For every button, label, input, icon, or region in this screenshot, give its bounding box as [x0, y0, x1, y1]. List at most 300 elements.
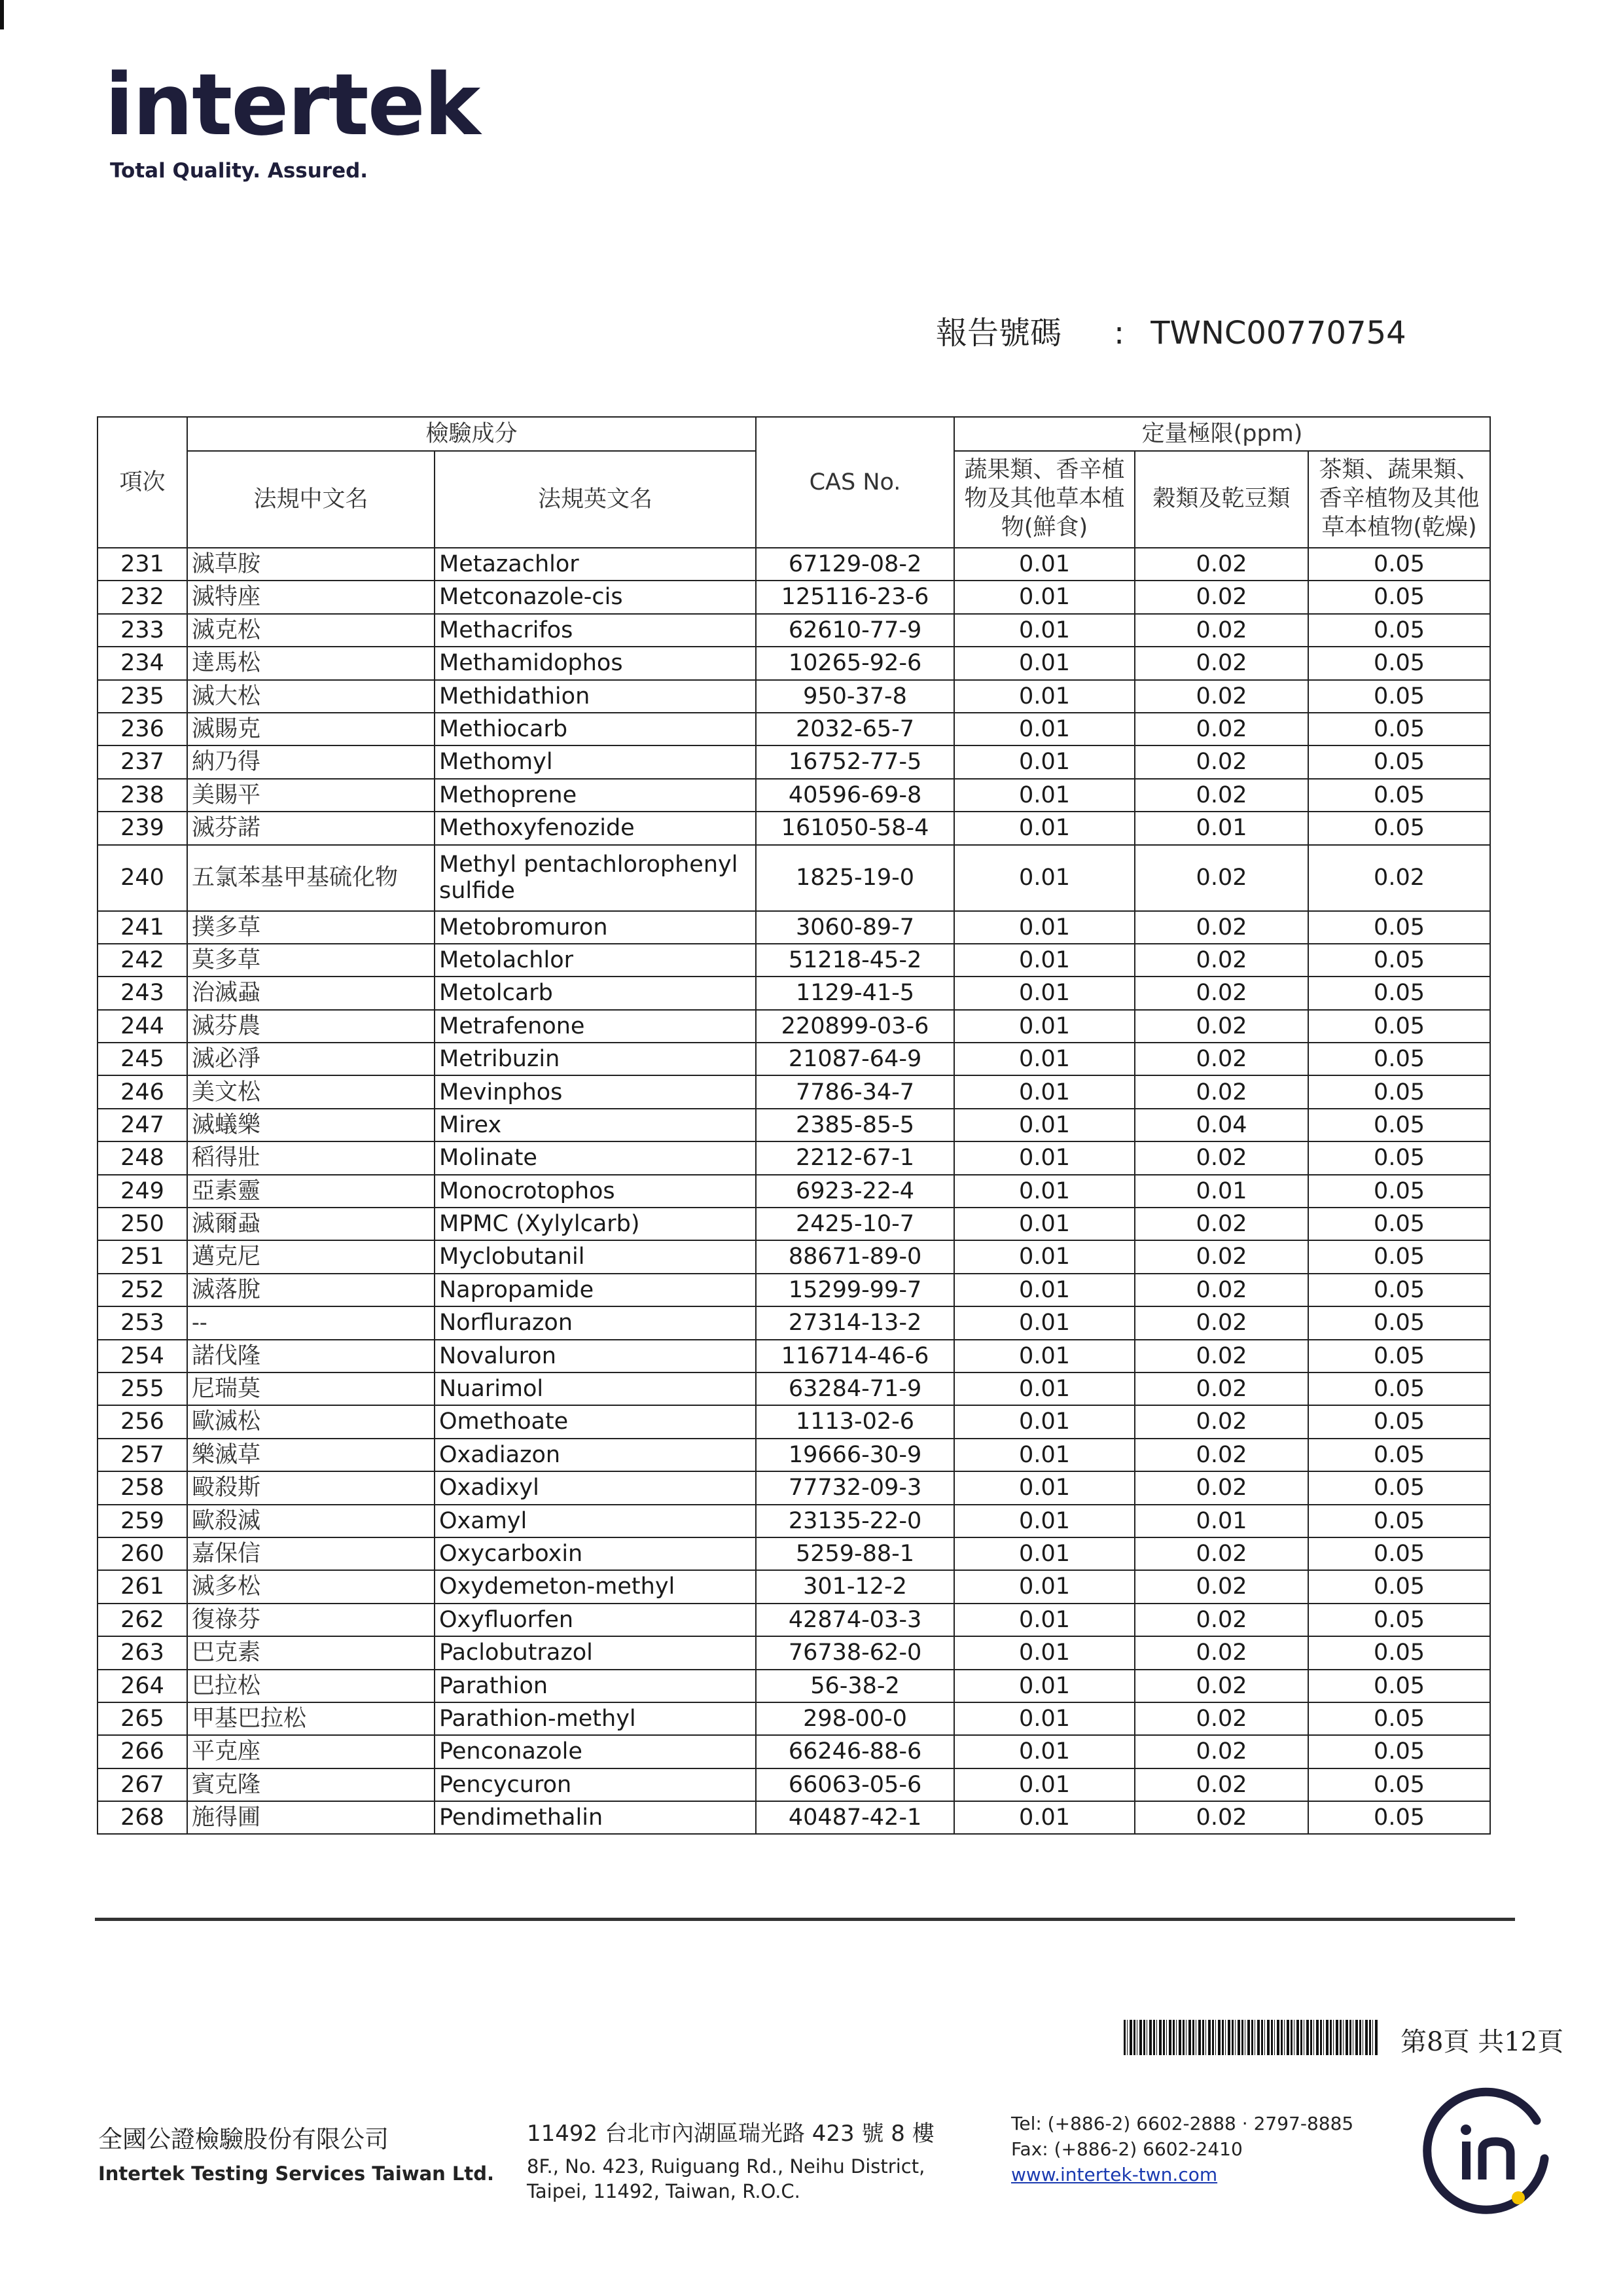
row-cas-no: 19666-30-9: [756, 1439, 954, 1471]
row-item-no: 239: [98, 812, 187, 844]
header-name-en: 法規英文名: [435, 451, 756, 548]
row-limit-dried: 0.05: [1308, 779, 1490, 812]
row-limit-dried: 0.05: [1308, 1636, 1490, 1669]
header-item-no: 項次: [98, 417, 187, 548]
row-limit-cereal: 0.02: [1135, 977, 1308, 1009]
row-limit-fresh: 0.01: [954, 812, 1135, 844]
row-limit-dried: 0.05: [1308, 1801, 1490, 1834]
row-name-en: Penconazole: [435, 1735, 756, 1768]
row-limit-fresh: 0.01: [954, 1141, 1135, 1174]
page-number: 第8頁 共12頁: [1400, 2027, 1564, 2057]
table-row: [98, 1537, 1490, 1570]
row-limit-dried: 0.05: [1308, 1537, 1490, 1570]
header-name-zh: 法規中文名: [187, 451, 435, 548]
table-row: [98, 1768, 1490, 1801]
row-limit-cereal: 0.01: [1135, 812, 1308, 844]
row-item-no: 247: [98, 1109, 187, 1141]
address-en-line1: 8F., No. 423, Ruiguang Rd., Neihu District,: [527, 2155, 925, 2178]
scan-edge-mark: [0, 0, 4, 29]
row-item-no: 245: [98, 1043, 187, 1075]
table-row: [98, 1208, 1490, 1240]
table-row: [98, 1075, 1490, 1108]
row-item-no: 266: [98, 1735, 187, 1768]
row-limit-fresh: 0.01: [954, 1043, 1135, 1075]
row-item-no: 248: [98, 1141, 187, 1174]
header-component-group: 檢驗成分: [187, 417, 756, 451]
pesticide-limit-table: [97, 416, 1491, 1835]
row-cas-no: 125116-23-6: [756, 581, 954, 613]
row-limit-cereal: 0.02: [1135, 779, 1308, 812]
row-name-en: Mevinphos: [435, 1075, 756, 1108]
row-limit-fresh: 0.01: [954, 1768, 1135, 1801]
row-item-no: 249: [98, 1175, 187, 1208]
contact-fax: Fax: (+886-2) 6602-2410: [1011, 2138, 1243, 2161]
row-limit-cereal: 0.02: [1135, 1075, 1308, 1108]
row-limit-cereal: 0.02: [1135, 1537, 1308, 1570]
row-item-no: 256: [98, 1405, 187, 1438]
row-item-no: 267: [98, 1768, 187, 1801]
row-limit-cereal: 0.02: [1135, 1670, 1308, 1702]
row-name-en: Pendimethalin: [435, 1801, 756, 1834]
row-item-no: 244: [98, 1010, 187, 1043]
table-row: [98, 1372, 1490, 1405]
row-name-zh: 美賜平: [187, 779, 435, 812]
row-limit-fresh: 0.01: [954, 1735, 1135, 1768]
row-limit-dried: 0.02: [1308, 845, 1490, 911]
address-en-line2: Taipei, 11492, Taiwan, R.O.C.: [527, 2179, 800, 2202]
row-name-en: Oxyfluorfen: [435, 1604, 756, 1636]
row-name-zh: 甲基巴拉松: [187, 1702, 435, 1735]
row-limit-cereal: 0.02: [1135, 1702, 1308, 1735]
row-item-no: 268: [98, 1801, 187, 1834]
row-cas-no: 2385-85-5: [756, 1109, 954, 1141]
table-row: [98, 548, 1490, 581]
row-limit-fresh: 0.01: [954, 1274, 1135, 1306]
row-limit-dried: 0.05: [1308, 1702, 1490, 1735]
row-cas-no: 116714-46-6: [756, 1340, 954, 1372]
table-row: [98, 1274, 1490, 1306]
row-limit-dried: 0.05: [1308, 911, 1490, 944]
row-name-en: Monocrotophos: [435, 1175, 756, 1208]
row-limit-fresh: 0.01: [954, 713, 1135, 745]
row-limit-fresh: 0.01: [954, 1175, 1135, 1208]
row-limit-cereal: 0.02: [1135, 1340, 1308, 1372]
row-item-no: 237: [98, 745, 187, 778]
table-body: [98, 548, 1490, 1834]
table-row: [98, 1405, 1490, 1438]
table-row: [98, 845, 1490, 911]
row-name-zh: 撲多草: [187, 911, 435, 944]
row-limit-fresh: 0.01: [954, 845, 1135, 911]
row-limit-dried: 0.05: [1308, 1604, 1490, 1636]
table-row: [98, 745, 1490, 778]
row-name-en: Oxadiazon: [435, 1439, 756, 1471]
row-item-no: 251: [98, 1240, 187, 1273]
row-name-en: Parathion-methyl: [435, 1702, 756, 1735]
row-name-zh: 施得圃: [187, 1801, 435, 1834]
row-limit-dried: 0.05: [1308, 713, 1490, 745]
row-limit-fresh: 0.01: [954, 745, 1135, 778]
row-limit-dried: 0.05: [1308, 1208, 1490, 1240]
row-item-no: 263: [98, 1636, 187, 1669]
row-limit-cereal: 0.02: [1135, 680, 1308, 713]
row-limit-cereal: 0.02: [1135, 1372, 1308, 1405]
row-limit-dried: 0.05: [1308, 1570, 1490, 1603]
row-item-no: 233: [98, 614, 187, 647]
row-cas-no: 3060-89-7: [756, 911, 954, 944]
table-row: [98, 713, 1490, 745]
row-item-no: 261: [98, 1570, 187, 1603]
row-limit-cereal: 0.02: [1135, 1439, 1308, 1471]
row-limit-cereal: 0.02: [1135, 1471, 1308, 1504]
table-row: [98, 1636, 1490, 1669]
row-limit-fresh: 0.01: [954, 1471, 1135, 1504]
row-limit-dried: 0.05: [1308, 1768, 1490, 1801]
row-name-en: Methiocarb: [435, 713, 756, 745]
row-name-en: Metolcarb: [435, 977, 756, 1009]
footer-contact: [1011, 2111, 1353, 2188]
row-limit-fresh: 0.01: [954, 1240, 1135, 1273]
row-cas-no: 23135-22-0: [756, 1505, 954, 1537]
row-item-no: 241: [98, 911, 187, 944]
table-row: [98, 1801, 1490, 1834]
row-name-en: Methomyl: [435, 745, 756, 778]
row-limit-cereal: 0.02: [1135, 1801, 1308, 1834]
logo-wordmark: intertek: [105, 55, 480, 154]
row-limit-cereal: 0.02: [1135, 1010, 1308, 1043]
row-limit-cereal: 0.04: [1135, 1109, 1308, 1141]
row-name-zh: 五氯苯基甲基硫化物: [187, 845, 435, 911]
row-limit-fresh: 0.01: [954, 977, 1135, 1009]
row-cas-no: 5259-88-1: [756, 1537, 954, 1570]
row-name-zh: 稻得壯: [187, 1141, 435, 1174]
intertek-logo: [105, 55, 480, 183]
row-limit-fresh: 0.01: [954, 1306, 1135, 1339]
row-limit-dried: 0.05: [1308, 647, 1490, 679]
row-name-en: Methamidophos: [435, 647, 756, 679]
row-limit-cereal: 0.02: [1135, 1274, 1308, 1306]
table-row: [98, 911, 1490, 944]
row-name-en: Parathion: [435, 1670, 756, 1702]
row-limit-fresh: 0.01: [954, 779, 1135, 812]
row-name-en: Methidathion: [435, 680, 756, 713]
row-name-en: Metconazole-cis: [435, 581, 756, 613]
row-limit-cereal: 0.02: [1135, 911, 1308, 944]
row-limit-dried: 0.05: [1308, 1043, 1490, 1075]
footer-company: [98, 2119, 494, 2185]
row-limit-dried: 0.05: [1308, 1274, 1490, 1306]
row-cas-no: 2425-10-7: [756, 1208, 954, 1240]
table-row: [98, 1604, 1490, 1636]
table-row: [98, 1043, 1490, 1075]
address-zh: 11492 台北市內湖區瑞光路 423 號 8 樓: [527, 2121, 935, 2147]
row-name-en: Methacrifos: [435, 614, 756, 647]
row-name-zh: 滅必淨: [187, 1043, 435, 1075]
row-item-no: 264: [98, 1670, 187, 1702]
row-name-zh: --: [187, 1306, 435, 1339]
row-name-zh: 滅賜克: [187, 713, 435, 745]
table-row: [98, 680, 1490, 713]
table-row: [98, 1471, 1490, 1504]
row-name-zh: 滅蟻樂: [187, 1109, 435, 1141]
row-name-en: Omethoate: [435, 1405, 756, 1438]
row-cas-no: 40596-69-8: [756, 779, 954, 812]
row-cas-no: 51218-45-2: [756, 944, 954, 977]
row-limit-fresh: 0.01: [954, 1372, 1135, 1405]
row-limit-fresh: 0.01: [954, 1636, 1135, 1669]
row-name-en: Nuarimol: [435, 1372, 756, 1405]
row-limit-dried: 0.05: [1308, 1010, 1490, 1043]
row-limit-fresh: 0.01: [954, 647, 1135, 679]
table-row: [98, 944, 1490, 977]
row-limit-dried: 0.05: [1308, 548, 1490, 581]
row-limit-fresh: 0.01: [954, 548, 1135, 581]
row-limit-cereal: 0.02: [1135, 1636, 1308, 1669]
row-name-zh: 滅草胺: [187, 548, 435, 581]
row-limit-cereal: 0.02: [1135, 647, 1308, 679]
row-limit-dried: 0.05: [1308, 944, 1490, 977]
row-name-en: Oxycarboxin: [435, 1537, 756, 1570]
row-item-no: 265: [98, 1702, 187, 1735]
row-name-zh: 亞素靈: [187, 1175, 435, 1208]
row-name-en: Methyl pentachlorophenyl sulfide: [435, 845, 756, 911]
row-limit-fresh: 0.01: [954, 1702, 1135, 1735]
row-item-no: 255: [98, 1372, 187, 1405]
row-name-zh: 巴拉松: [187, 1670, 435, 1702]
row-name-en: Napropamide: [435, 1274, 756, 1306]
row-limit-dried: 0.05: [1308, 812, 1490, 844]
row-name-en: Paclobutrazol: [435, 1636, 756, 1669]
row-limit-dried: 0.05: [1308, 1505, 1490, 1537]
row-name-zh: 滅落脫: [187, 1274, 435, 1306]
row-item-no: 232: [98, 581, 187, 613]
table-row: [98, 1735, 1490, 1768]
row-limit-cereal: 0.02: [1135, 845, 1308, 911]
row-name-zh: 達馬松: [187, 647, 435, 679]
row-limit-cereal: 0.02: [1135, 944, 1308, 977]
row-limit-fresh: 0.01: [954, 1570, 1135, 1603]
row-cas-no: 63284-71-9: [756, 1372, 954, 1405]
row-name-en: Myclobutanil: [435, 1240, 756, 1273]
row-name-zh: 樂滅草: [187, 1439, 435, 1471]
row-name-en: Oxadixyl: [435, 1471, 756, 1504]
row-limit-cereal: 0.02: [1135, 713, 1308, 745]
row-name-en: Oxamyl: [435, 1505, 756, 1537]
row-limit-dried: 0.05: [1308, 614, 1490, 647]
row-cas-no: 950-37-8: [756, 680, 954, 713]
row-limit-dried: 0.05: [1308, 1175, 1490, 1208]
row-name-zh: 平克座: [187, 1735, 435, 1768]
row-limit-dried: 0.05: [1308, 680, 1490, 713]
row-item-no: 240: [98, 845, 187, 911]
row-cas-no: 2032-65-7: [756, 713, 954, 745]
row-name-zh: 毆殺斯: [187, 1471, 435, 1504]
row-cas-no: 56-38-2: [756, 1670, 954, 1702]
row-limit-dried: 0.05: [1308, 1306, 1490, 1339]
row-item-no: 231: [98, 548, 187, 581]
row-item-no: 253: [98, 1306, 187, 1339]
row-limit-dried: 0.05: [1308, 1240, 1490, 1273]
company-name-zh: 全國公證檢驗股份有限公司: [98, 2125, 389, 2153]
company-name-en: Intertek Testing Services Taiwan Ltd.: [98, 2162, 495, 2185]
row-limit-dried: 0.05: [1308, 745, 1490, 778]
row-name-en: Oxydemeton-methyl: [435, 1570, 756, 1603]
row-limit-cereal: 0.02: [1135, 1141, 1308, 1174]
row-cas-no: 301-12-2: [756, 1570, 954, 1603]
row-cas-no: 161050-58-4: [756, 812, 954, 844]
logo-tagline: Total Quality. Assured.: [110, 159, 368, 183]
row-cas-no: 1129-41-5: [756, 977, 954, 1009]
row-name-zh: 滅多松: [187, 1570, 435, 1603]
table-row: [98, 1240, 1490, 1273]
table-row: [98, 1570, 1490, 1603]
row-limit-cereal: 0.02: [1135, 548, 1308, 581]
row-name-zh: 歐滅松: [187, 1405, 435, 1438]
row-limit-fresh: 0.01: [954, 1208, 1135, 1240]
row-limit-fresh: 0.01: [954, 1010, 1135, 1043]
row-limit-dried: 0.05: [1308, 1405, 1490, 1438]
row-limit-fresh: 0.01: [954, 1505, 1135, 1537]
row-item-no: 236: [98, 713, 187, 745]
table-row: [98, 1505, 1490, 1537]
row-name-zh: 賓克隆: [187, 1768, 435, 1801]
row-name-en: Norflurazon: [435, 1306, 756, 1339]
row-cas-no: 6923-22-4: [756, 1175, 954, 1208]
row-cas-no: 77732-09-3: [756, 1471, 954, 1504]
row-item-no: 246: [98, 1075, 187, 1108]
row-limit-cereal: 0.02: [1135, 1208, 1308, 1240]
row-limit-fresh: 0.01: [954, 944, 1135, 977]
row-limit-fresh: 0.01: [954, 1439, 1135, 1471]
row-item-no: 238: [98, 779, 187, 812]
row-name-zh: 滅爾蝨: [187, 1208, 435, 1240]
row-name-zh: 滅芬諾: [187, 812, 435, 844]
row-limit-fresh: 0.01: [954, 1670, 1135, 1702]
row-limit-cereal: 0.02: [1135, 745, 1308, 778]
row-name-zh: 巴克素: [187, 1636, 435, 1669]
footer-address: [527, 2119, 935, 2204]
table-row: [98, 647, 1490, 679]
contact-tel: Tel: (+886-2) 6602-2888 · 2797-8885: [1011, 2113, 1354, 2134]
row-cas-no: 66246-88-6: [756, 1735, 954, 1768]
row-item-no: 234: [98, 647, 187, 679]
row-item-no: 258: [98, 1471, 187, 1504]
row-item-no: 260: [98, 1537, 187, 1570]
row-limit-cereal: 0.02: [1135, 1405, 1308, 1438]
row-cas-no: 66063-05-6: [756, 1768, 954, 1801]
row-limit-cereal: 0.02: [1135, 581, 1308, 613]
footer-divider: [95, 1918, 1515, 1921]
table-row: [98, 977, 1490, 1009]
row-item-no: 252: [98, 1274, 187, 1306]
row-limit-cereal: 0.02: [1135, 614, 1308, 647]
table-row: [98, 1340, 1490, 1372]
row-limit-cereal: 0.02: [1135, 1735, 1308, 1768]
table-row: [98, 1109, 1490, 1141]
row-limit-fresh: 0.01: [954, 1109, 1135, 1141]
row-limit-fresh: 0.01: [954, 1604, 1135, 1636]
header-limit-fresh: 蔬果類、香辛植物及其他草本植物(鮮食): [954, 451, 1135, 548]
row-item-no: 242: [98, 944, 187, 977]
row-limit-fresh: 0.01: [954, 680, 1135, 713]
row-item-no: 257: [98, 1439, 187, 1471]
row-name-en: Novaluron: [435, 1340, 756, 1372]
row-limit-cereal: 0.02: [1135, 1768, 1308, 1801]
row-cas-no: 220899-03-6: [756, 1010, 954, 1043]
header-cas: CAS No.: [756, 417, 954, 548]
row-name-en: Pencycuron: [435, 1768, 756, 1801]
row-item-no: 259: [98, 1505, 187, 1537]
intertek-in-logo-icon: [1420, 2081, 1558, 2219]
header-limit-group: 定量極限(ppm): [954, 417, 1490, 451]
row-cas-no: 10265-92-6: [756, 647, 954, 679]
row-cas-no: 2212-67-1: [756, 1141, 954, 1174]
row-name-zh: 嘉保信: [187, 1537, 435, 1570]
row-limit-fresh: 0.01: [954, 581, 1135, 613]
row-item-no: 235: [98, 680, 187, 713]
row-name-zh: 諾伐隆: [187, 1340, 435, 1372]
row-cas-no: 42874-03-3: [756, 1604, 954, 1636]
report-number-label: 報告號碼: [936, 315, 1062, 351]
row-limit-cereal: 0.01: [1135, 1505, 1308, 1537]
row-limit-dried: 0.05: [1308, 1735, 1490, 1768]
row-name-zh: 治滅蝨: [187, 977, 435, 1009]
row-cas-no: 88671-89-0: [756, 1240, 954, 1273]
row-limit-dried: 0.05: [1308, 977, 1490, 1009]
row-cas-no: 7786-34-7: [756, 1075, 954, 1108]
row-cas-no: 16752-77-5: [756, 745, 954, 778]
row-limit-fresh: 0.01: [954, 1340, 1135, 1372]
row-name-en: Metobromuron: [435, 911, 756, 944]
row-cas-no: 76738-62-0: [756, 1636, 954, 1669]
row-name-en: Metrafenone: [435, 1010, 756, 1043]
row-name-en: Mirex: [435, 1109, 756, 1141]
header-limit-dried: 茶類、蔬果類、香辛植物及其他草本植物(乾燥): [1308, 451, 1490, 548]
row-limit-dried: 0.05: [1308, 1141, 1490, 1174]
row-limit-fresh: 0.01: [954, 614, 1135, 647]
row-name-en: Methoprene: [435, 779, 756, 812]
row-limit-dried: 0.05: [1308, 1439, 1490, 1471]
row-limit-cereal: 0.02: [1135, 1604, 1308, 1636]
row-limit-fresh: 0.01: [954, 1801, 1135, 1834]
row-name-zh: 尼瑞莫: [187, 1372, 435, 1405]
table-row: [98, 1306, 1490, 1339]
row-name-en: Molinate: [435, 1141, 756, 1174]
row-name-zh: 納乃得: [187, 745, 435, 778]
row-name-zh: 復祿芬: [187, 1604, 435, 1636]
row-cas-no: 67129-08-2: [756, 548, 954, 581]
row-item-no: 254: [98, 1340, 187, 1372]
row-cas-no: 298-00-0: [756, 1702, 954, 1735]
row-limit-dried: 0.05: [1308, 1670, 1490, 1702]
row-cas-no: 40487-42-1: [756, 1801, 954, 1834]
row-name-zh: 美文松: [187, 1075, 435, 1108]
row-limit-fresh: 0.01: [954, 911, 1135, 944]
row-limit-dried: 0.05: [1308, 1075, 1490, 1108]
table-row: [98, 1141, 1490, 1174]
row-cas-no: 27314-13-2: [756, 1306, 954, 1339]
row-name-zh: 莫多草: [187, 944, 435, 977]
table-row: [98, 1439, 1490, 1471]
table-row: [98, 779, 1490, 812]
row-limit-fresh: 0.01: [954, 1537, 1135, 1570]
row-item-no: 262: [98, 1604, 187, 1636]
row-limit-dried: 0.05: [1308, 1340, 1490, 1372]
row-limit-dried: 0.05: [1308, 581, 1490, 613]
row-name-zh: 歐殺滅: [187, 1505, 435, 1537]
row-limit-cereal: 0.02: [1135, 1306, 1308, 1339]
website-link[interactable]: www.intertek-twn.com: [1011, 2164, 1218, 2186]
